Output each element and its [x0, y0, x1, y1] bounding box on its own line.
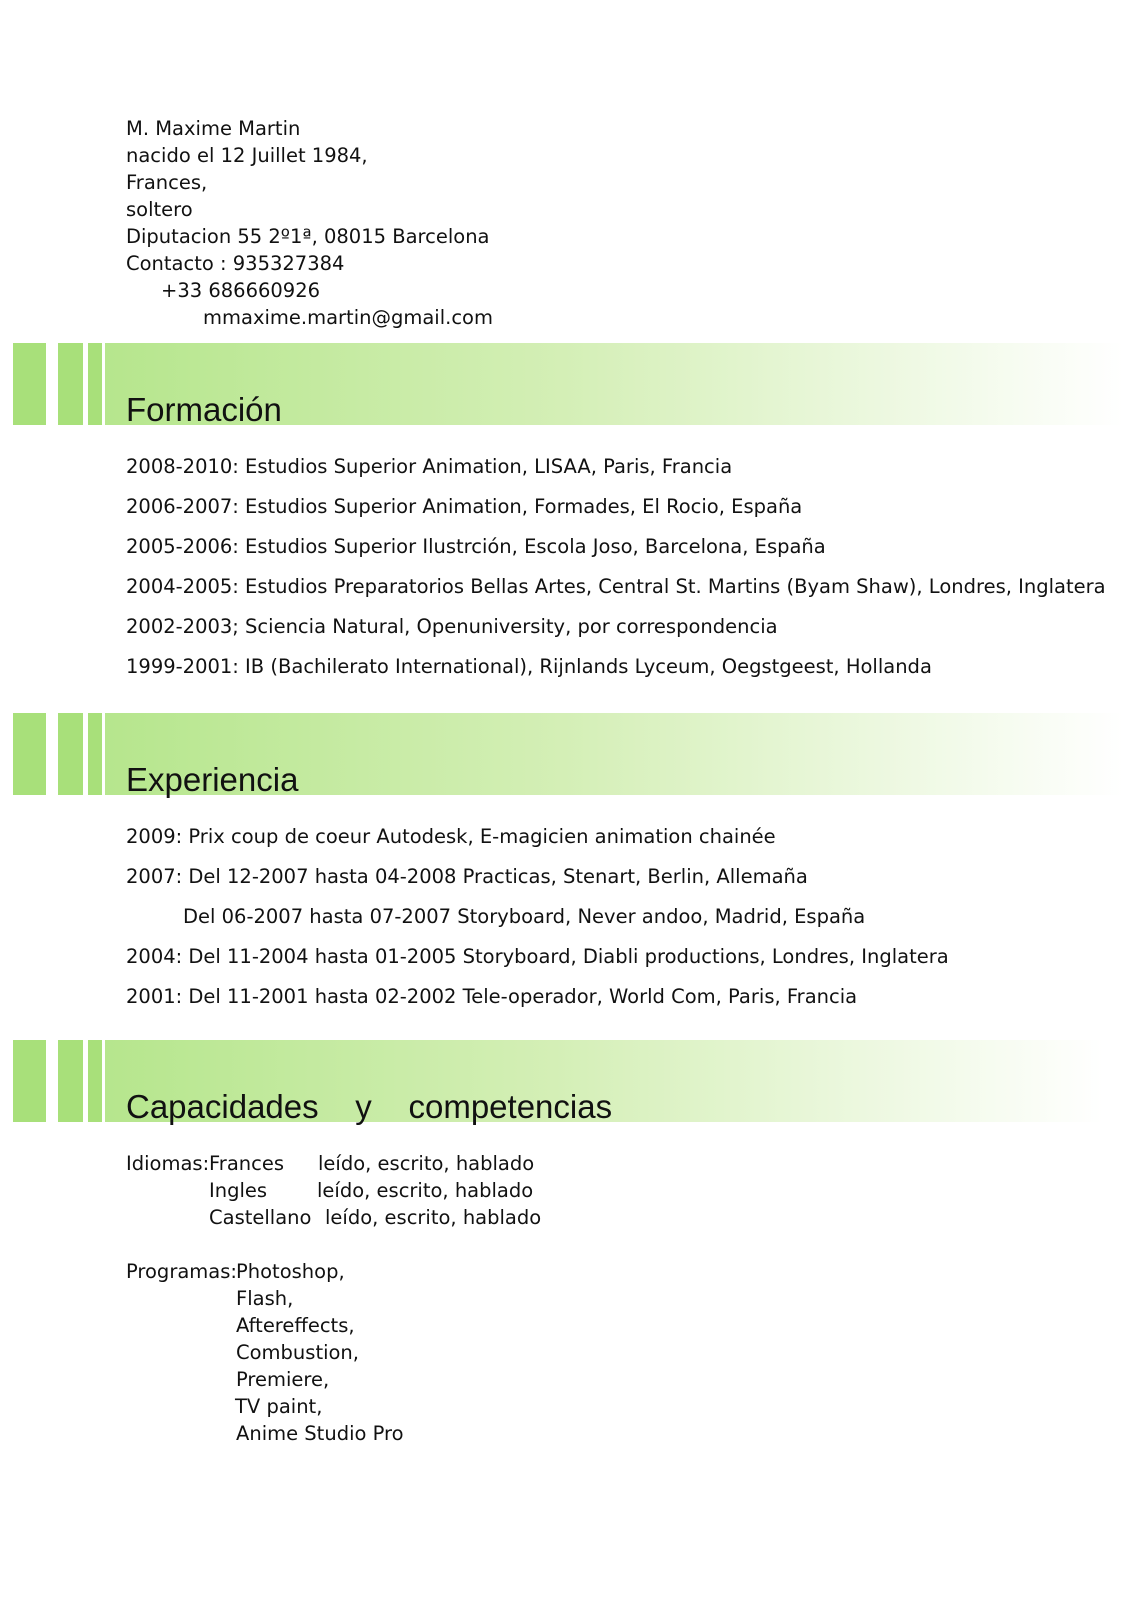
program-item: Flash,: [236, 1287, 294, 1310]
program-item: TV paint,: [235, 1395, 323, 1418]
list-item: 2007: Del 12-2007 hasta 04-2008 Practicas, Stenart, Berlin, Allemaña: [126, 865, 808, 888]
decor-bar: [58, 713, 83, 795]
section-title-capacidades: Capacidades y competencias: [126, 1088, 613, 1125]
section-band-formacion: [13, 343, 1123, 428]
language-name: Frances: [209, 1152, 285, 1175]
list-item: 2008-2010: Estudios Superior Animation, LISAA, Paris, Francia: [126, 455, 733, 478]
contact-status: soltero: [126, 198, 193, 221]
decor-bar: [88, 1040, 102, 1122]
list-item: 2004: Del 11-2004 hasta 01-2005 Storyboard, Diabli productions, Londres, Inglatera: [126, 945, 949, 968]
decor-bar: [13, 1040, 46, 1122]
section-title-formacion: Formación: [126, 391, 282, 428]
decor-bar: [88, 713, 102, 795]
program-item: Combustion,: [236, 1341, 359, 1364]
decor-bar: [13, 713, 46, 795]
language-name: Castellano: [209, 1206, 312, 1229]
programas-label: Programas:: [126, 1260, 237, 1283]
list-item: Del 06-2007 hasta 07-2007 Storyboard, Never andoo, Madrid, España: [183, 905, 866, 928]
program-item: Premiere,: [236, 1368, 330, 1391]
list-item: 2004-2005: Estudios Preparatorios Bellas Artes, Central St. Martins (Byam Shaw), Londres, Inglatera: [126, 575, 1106, 598]
list-item: 1999-2001: IB (Bachilerato International), Rijnlands Lyceum, Oegstgeest, Hollanda: [126, 655, 932, 678]
decor-bar: [13, 343, 46, 425]
section-title-experiencia: Experiencia: [126, 761, 299, 798]
list-item: 2009: Prix coup de coeur Autodesk, E-magicien animation chainée: [126, 825, 776, 848]
program-item: Photoshop,: [236, 1260, 345, 1283]
contact-name: M. Maxime Martin: [126, 117, 301, 140]
decor-bar: [88, 343, 102, 425]
contact-birth: nacido el 12 Juillet 1984,: [126, 144, 368, 167]
section-band-experiencia: [13, 713, 1123, 798]
contact-phone: Contacto : 935327384: [126, 252, 345, 275]
decor-bar: [58, 1040, 83, 1122]
language-name: Ingles: [209, 1179, 268, 1202]
contact-email: mmaxime.martin@gmail.com: [203, 306, 493, 329]
contact-address: Diputacion 55 2º1ª, 08015 Barcelona: [126, 225, 490, 248]
section-band-capacidades: [13, 1040, 1103, 1125]
contact-nationality: Frances,: [126, 171, 208, 194]
decor-bar: [58, 343, 83, 425]
program-item: Anime Studio Pro: [236, 1422, 404, 1445]
language-level: leído, escrito, hablado: [318, 1152, 535, 1175]
list-item: 2006-2007: Estudios Superior Animation, Formades, El Rocio, España: [126, 495, 803, 518]
idiomas-label: Idiomas:: [126, 1152, 210, 1175]
language-level: leído, escrito, hablado: [317, 1179, 534, 1202]
program-item: Aftereffects,: [236, 1314, 355, 1337]
language-level: leído, escrito, hablado: [325, 1206, 542, 1229]
list-item: 2002-2003; Sciencia Natural, Openuniversity, por correspondencia: [126, 615, 778, 638]
contact-phone2: +33 686660926: [161, 279, 321, 302]
list-item: 2001: Del 11-2001 hasta 02-2002 Tele-operador, World Com, Paris, Francia: [126, 985, 858, 1008]
list-item: 2005-2006: Estudios Superior Ilustrción, Escola Joso, Barcelona, España: [126, 535, 826, 558]
